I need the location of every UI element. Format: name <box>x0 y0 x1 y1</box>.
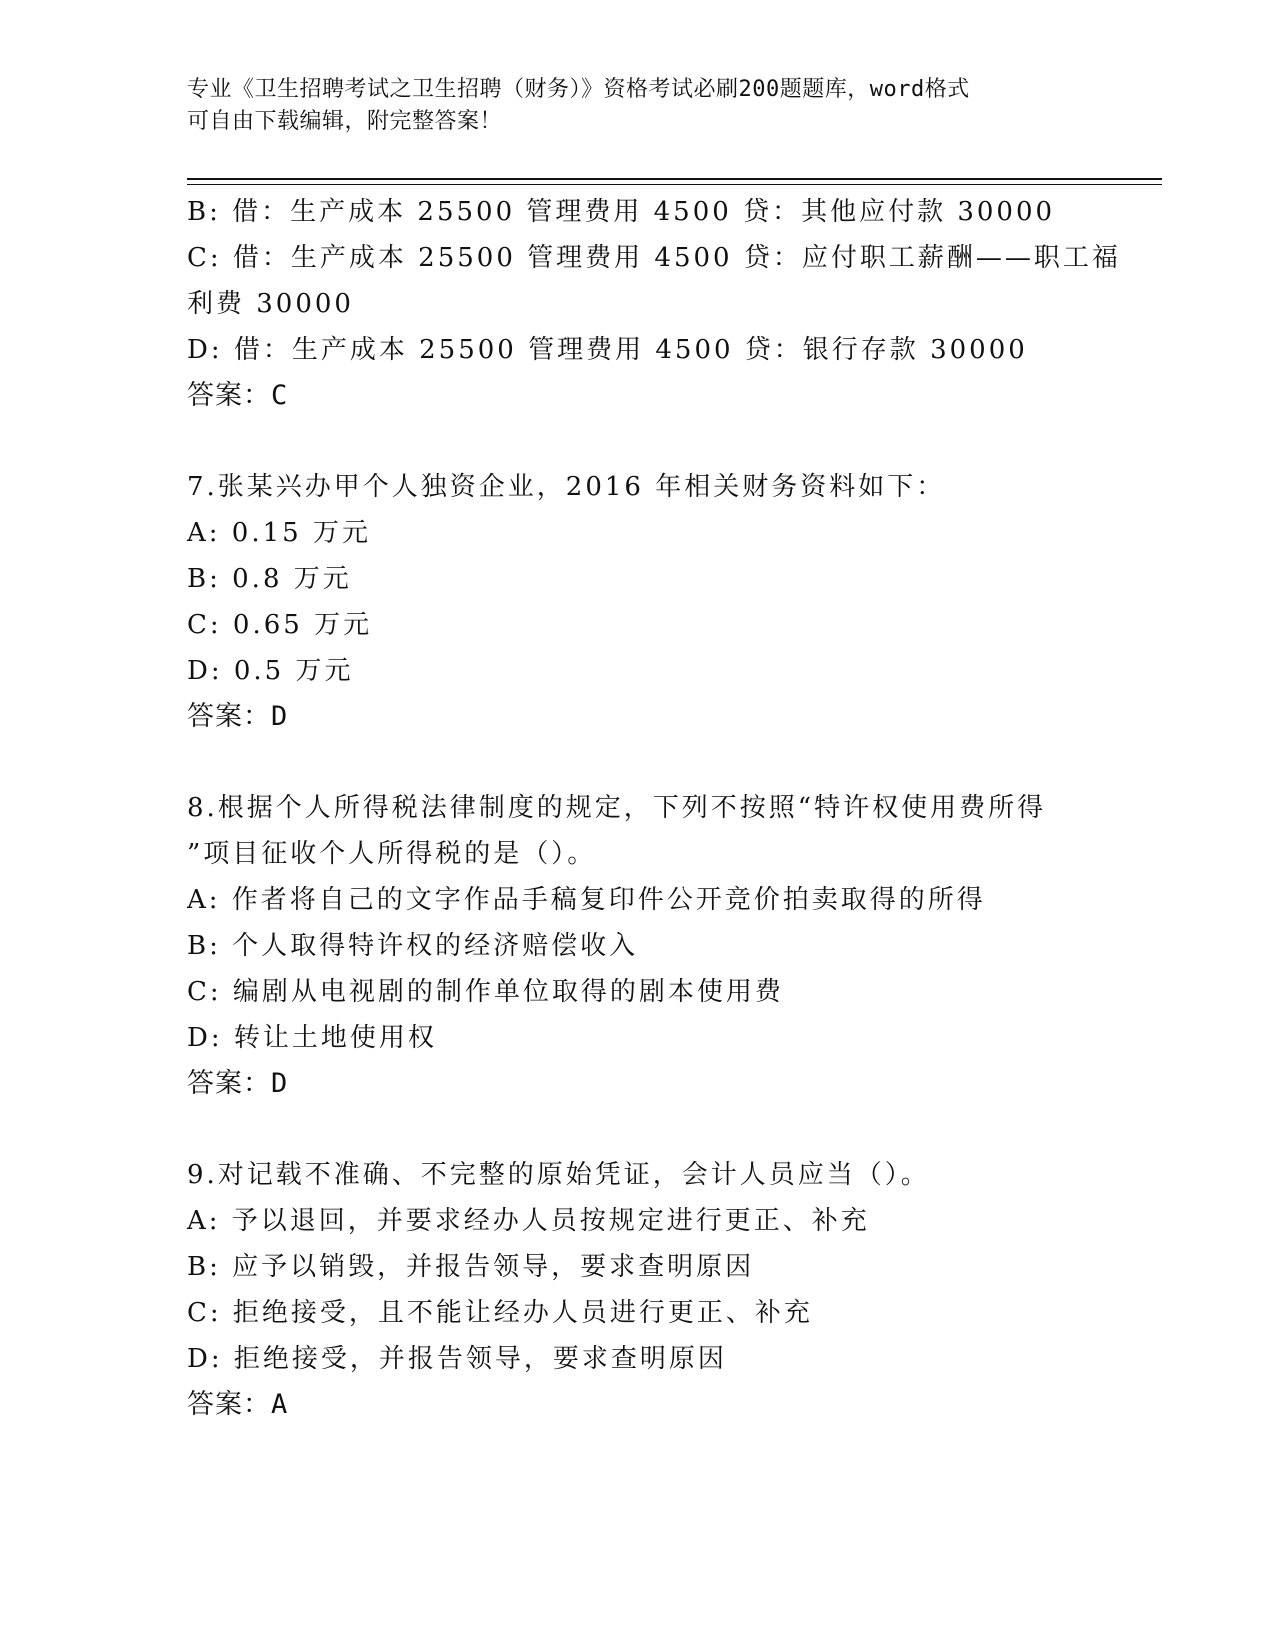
header-title-line-1: 专业《卫生招聘考试之卫生招聘（财务）》资格考试必刷200题题库，word格式 <box>187 77 970 102</box>
header-rule-thin <box>187 184 1162 185</box>
question-stem: 8.根据个人所得税法律制度的规定，下列不按照“特许权使用费所得 <box>187 793 1047 823</box>
option-a: A: 予以退回，并要求经办人员按规定进行更正、补充 <box>187 1206 870 1236</box>
option-a: A: 0.15 万元 <box>187 518 371 548</box>
option-d: D: 转让土地使用权 <box>187 1023 437 1053</box>
option-c: C: 编剧从电视剧的制作单位取得的剧本使用费 <box>187 977 784 1007</box>
option-c: C: 拒绝接受，且不能让经办人员进行更正、补充 <box>187 1298 813 1328</box>
option-c-continued: 利费 30000 <box>187 289 354 319</box>
question-7-block <box>187 464 1147 740</box>
question-stem-continued: ”项目征收个人所得税的是（）。 <box>187 839 597 869</box>
option-c: C: 0.65 万元 <box>187 610 373 640</box>
question-stem: 9.对记载不准确、不完整的原始凭证，会计人员应当（）。 <box>187 1160 930 1190</box>
option-d: D: 0.5 万元 <box>187 656 354 686</box>
header-title-line-2: 可自由下载编辑，附完整答案！ <box>187 109 503 134</box>
answer-line: 答案：A <box>187 1389 289 1420</box>
option-d: D: 借：生产成本 25500 管理费用 4500 贷：银行存款 30000 <box>187 335 1028 365</box>
answer-line: 答案：D <box>187 701 289 732</box>
answer-line: 答案：D <box>187 1068 289 1099</box>
option-d: D: 拒绝接受，并报告领导，要求查明原因 <box>187 1344 727 1374</box>
option-b: B: 0.8 万元 <box>187 564 352 594</box>
question-stem: 7.张某兴办甲个人独资企业，2016 年相关财务资料如下： <box>187 472 946 502</box>
header-rule-thick <box>187 178 1162 180</box>
question-9-block <box>187 1152 1147 1428</box>
question-8-block <box>187 785 1147 1107</box>
option-b: B: 应予以销毁，并报告领导，要求查明原因 <box>187 1252 755 1282</box>
page-header <box>187 74 1087 138</box>
question-content <box>187 189 1147 1428</box>
option-b: B: 借：生产成本 25500 管理费用 4500 贷：其他应付款 30000 <box>187 197 1056 227</box>
option-c: C: 借：生产成本 25500 管理费用 4500 贷：应付职工薪酬——职工福 <box>187 243 1121 273</box>
prev-question-block <box>187 189 1147 419</box>
option-a: A: 作者将自己的文字作品手稿复印件公开竞价拍卖取得的所得 <box>187 885 986 915</box>
option-b: B: 个人取得特许权的经济赔偿收入 <box>187 931 639 961</box>
answer-line: 答案：C <box>187 380 289 411</box>
